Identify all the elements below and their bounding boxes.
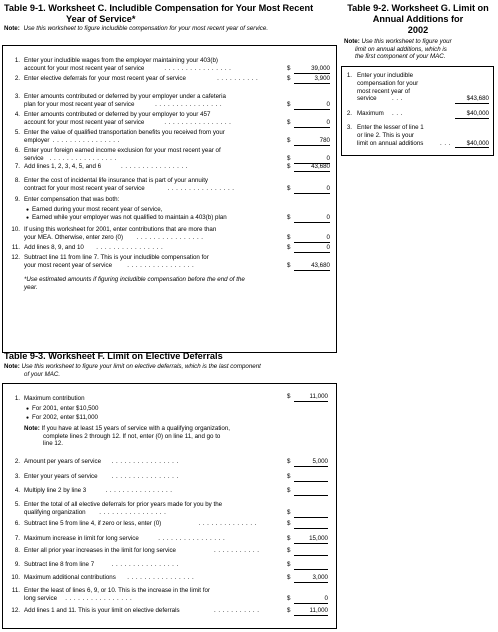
dollar-sign: $ xyxy=(287,214,291,221)
line-text: Maximum increase in limit for long service xyxy=(24,535,139,542)
amount-field xyxy=(294,473,328,482)
amount-field: 0 xyxy=(294,119,330,128)
bullet-dot: ● xyxy=(26,215,30,221)
leader-dots: .............. xyxy=(198,520,259,527)
dollar-sign: $ xyxy=(287,154,291,162)
leader-dots: ... xyxy=(392,110,405,117)
line-number: 7. xyxy=(14,535,20,542)
line-number: 11. xyxy=(11,587,20,594)
dollar-sign: $ xyxy=(287,163,291,170)
line-text: Enter your includible wages from the employer maintaining your 403(b) account for your most recent year of service xyxy=(24,57,218,72)
line-number: 6. xyxy=(14,520,20,527)
leader-dots: ................ xyxy=(65,594,135,602)
amount-field: 780 xyxy=(294,137,330,146)
leader-dots: ... xyxy=(392,95,405,103)
line-number: 6. xyxy=(14,147,20,154)
amount-field: 0 xyxy=(294,214,330,223)
leader-dots: ................ xyxy=(164,118,234,126)
dollar-sign: $ xyxy=(287,393,291,400)
dollar-sign: $ xyxy=(287,75,291,82)
dollar-sign: $ xyxy=(287,473,291,480)
leader-dots: ................ xyxy=(99,508,169,516)
dollar-sign: $ xyxy=(287,487,291,494)
line-number: 3. xyxy=(14,473,20,480)
leader-dots: ... xyxy=(440,139,453,147)
line-text: Enter all prior year increases in the limit for long service xyxy=(24,547,176,554)
table3-title: Table 9-3. Worksheet F. Limit on Elective Deferrals xyxy=(4,351,223,361)
line-text: Enter your years of service xyxy=(24,473,98,480)
dollar-sign: $ xyxy=(287,261,291,269)
line-text: Enter your includible compensation for your most recent year of service xyxy=(357,72,419,103)
inner-note: Note: If you have at least 15 years of service with a qualifying organization, complete lines 2 through 12. If not, enter (0) on line 11, and go to line 12. xyxy=(24,425,231,448)
dollar-sign: $ xyxy=(287,520,291,527)
bullet-text: For 2001, enter $10,500 xyxy=(32,405,99,412)
line-number: 5. xyxy=(14,501,20,508)
leader-dots: ........... xyxy=(214,607,262,614)
dollar-sign: $ xyxy=(287,561,291,568)
amount-field: $40,000 xyxy=(455,110,489,119)
amount-field: 0 xyxy=(294,234,330,243)
amount-field: 3,000 xyxy=(294,574,328,583)
bullet-text: Earned during your most recent year of service, xyxy=(32,206,163,213)
bullet-item xyxy=(26,414,98,423)
amount-field: 0 xyxy=(294,595,328,604)
line-text: Add lines 1 and 11. This is your limit on elective deferrals xyxy=(24,607,180,614)
line-number: 1. xyxy=(346,72,352,79)
line-number: 12. xyxy=(11,607,20,614)
line-number: 5. xyxy=(14,129,20,136)
amount-field xyxy=(294,547,328,556)
bullet-item xyxy=(26,405,98,414)
amount-field: 11,000 xyxy=(294,607,328,616)
table1-title: Table 9-1. Worksheet C. Includible Compensation for Your Most Recent Year of Service* xyxy=(4,3,314,24)
leader-dots: ................ xyxy=(167,184,237,192)
line-number: 10. xyxy=(11,574,20,581)
line-number: 10. xyxy=(11,226,20,233)
leader-dots: ................ xyxy=(111,561,181,568)
bullet-text: For 2002, enter $11,000 xyxy=(32,414,98,421)
amount-field xyxy=(294,487,328,496)
dollar-sign: $ xyxy=(287,458,291,465)
line-number: 11. xyxy=(11,244,20,251)
line-number: 4. xyxy=(14,111,20,118)
line-number: 9. xyxy=(14,196,20,203)
line-number: 2. xyxy=(14,458,20,465)
dollar-sign: $ xyxy=(287,535,291,542)
dollar-sign: $ xyxy=(287,233,291,241)
table3-note: Note: Use this worksheet to figure your limit on elective deferrals, which is the last component of your MAC. xyxy=(4,363,261,378)
line-text: Add lines 1, 2, 3, 4, 5, and 6 xyxy=(24,163,102,170)
line-number: 4. xyxy=(14,487,20,494)
line-text: Add lines 8, 9, and 10 xyxy=(24,244,84,251)
amount-field: 11,000 xyxy=(294,393,328,402)
table2-title: Table 9-2. Worksheet G. Limit on Annual Additions for 2002 xyxy=(347,3,489,35)
line-text: Subtract line 11 from line 7. This is your includible compensation for your most recent year of service xyxy=(24,254,209,269)
line-text: Enter the least of lines 6, 9, or 10. This is the increase in the limit for long service xyxy=(24,587,210,602)
line-number: 9. xyxy=(14,561,20,568)
line-number: 7. xyxy=(14,163,20,170)
leader-dots: ................ xyxy=(49,154,119,162)
line-text: Enter compensation that was both: xyxy=(24,196,120,203)
leader-dots: .......... xyxy=(217,75,261,82)
line-text: If using this worksheet for 2001, enter contributions that are more than your MEA. Otherwise, enter zero (0) xyxy=(24,226,217,241)
line-text: Enter the cost of incidental life insurance that is part of your annuity contract for your most recent year of service xyxy=(24,177,209,192)
bullet-item xyxy=(26,214,291,223)
leader-dots: ................ xyxy=(111,473,181,480)
bullet-dot: ● xyxy=(26,207,30,213)
leader-dots: ................ xyxy=(111,458,181,465)
line-text: Amount per years of service xyxy=(24,458,102,465)
line-text: Subtract line 8 from line 7 xyxy=(24,561,95,568)
dollar-sign: $ xyxy=(287,118,291,126)
dollar-sign: $ xyxy=(287,508,291,516)
leader-dots: ................ xyxy=(121,163,191,170)
leader-dots: ................ xyxy=(158,535,228,542)
leader-dots: ................ xyxy=(127,574,197,581)
leader-dots: ................ xyxy=(155,100,225,108)
line-text: Enter your foreign earned income exclusion for your most recent year of service xyxy=(24,147,221,162)
bullet-text: Earned while your employer was not qualified to maintain a 403(b) plan xyxy=(32,214,227,221)
amount-field: $40,000 xyxy=(455,140,489,149)
line-number: 3. xyxy=(346,124,352,131)
table1-note: Note: Use this worksheet to figure includible compensation for your most recent year of service. xyxy=(4,25,269,32)
dollar-sign: $ xyxy=(287,594,291,602)
bullet-dot: ● xyxy=(26,406,30,412)
line-number: 1. xyxy=(14,395,20,402)
amount-field xyxy=(294,561,328,570)
line-text: Enter amounts contributed or deferred by your employer under a cafeteria plan for your most recent year of service xyxy=(24,93,226,108)
amount-field: 0 xyxy=(294,185,330,194)
amount-field: 39,000 xyxy=(294,65,330,74)
leader-dots: ................ xyxy=(105,487,175,494)
amount-field: 15,000 xyxy=(294,535,328,544)
leader-dots: ........... xyxy=(214,547,262,554)
leader-dots: ................ xyxy=(136,233,206,241)
dollar-sign: $ xyxy=(287,136,291,144)
line-text: Subtract line 5 from line 4, if zero or less, enter (0) xyxy=(24,520,162,527)
line-number: 1. xyxy=(14,57,20,64)
amount-field: 0 xyxy=(294,101,330,110)
dollar-sign: $ xyxy=(287,607,291,614)
line-text: Enter amounts contributed or deferred by your employer to your 457 account for your most recent year of service xyxy=(24,111,211,126)
amount-field: 0 xyxy=(294,155,330,164)
line-number: 2. xyxy=(346,110,352,117)
line-number: 2. xyxy=(14,75,20,82)
amount-field: $43,680 xyxy=(455,95,489,104)
line-text: Enter the value of qualified transportation benefits you received from your employer xyxy=(24,129,225,144)
amount-field: 0 xyxy=(294,244,330,253)
dollar-sign: $ xyxy=(287,547,291,554)
leader-dots: ................ xyxy=(127,261,197,269)
line-number: 8. xyxy=(14,177,20,184)
line-number: 8. xyxy=(14,547,20,554)
line-text: Enter the lesser of line 1 or line 2. This is your limit on annual additions xyxy=(357,124,424,147)
line-number: 3. xyxy=(14,93,20,100)
footnote: *Use estimated amounts if figuring includible compensation before the end of the year. xyxy=(24,276,245,291)
leader-dots: ................ xyxy=(96,244,166,251)
amount-field: 43,680 xyxy=(294,262,330,271)
amount-field xyxy=(294,509,328,518)
table2-note: Note: Use this worksheet to figure your limit on annual additions, which is the first component of your MAC. xyxy=(344,38,452,61)
dollar-sign: $ xyxy=(287,574,291,581)
dollar-sign: $ xyxy=(287,100,291,108)
dollar-sign: $ xyxy=(287,64,291,72)
line-text: Maximum xyxy=(357,110,384,117)
leader-dots: ................ xyxy=(52,136,122,144)
line-text: Enter elective deferrals for your most recent year of service xyxy=(24,75,186,82)
dollar-sign: $ xyxy=(287,244,291,251)
leader-dots: ................ xyxy=(164,64,234,72)
amount-field xyxy=(294,520,328,529)
dollar-sign: $ xyxy=(287,184,291,192)
line-text: Maximum additional contributions xyxy=(24,574,116,581)
line-text: Enter the total of all elective deferrals for prior years made for you by the qualifying organization xyxy=(24,501,223,516)
line-text: Maximum contribution xyxy=(24,395,85,402)
amount-field: 43,680 xyxy=(294,163,330,172)
line-number: 12. xyxy=(11,254,20,261)
amount-field: 3,900 xyxy=(294,75,330,84)
bullet-dot: ● xyxy=(26,415,30,421)
amount-field: 5,000 xyxy=(294,458,328,467)
line-text: Multiply line 2 by line 3 xyxy=(24,487,87,494)
